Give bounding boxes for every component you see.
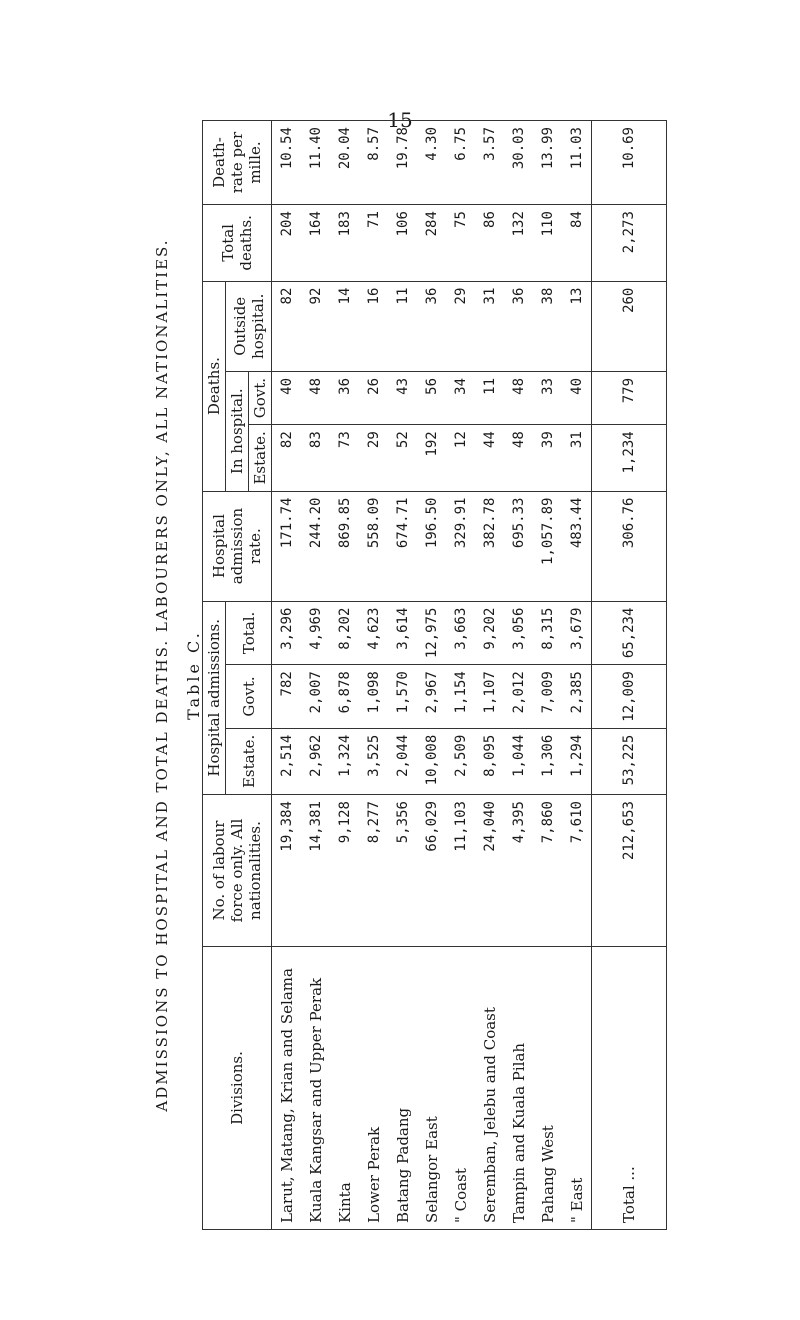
total-deaths-header: Total deaths. (203, 205, 272, 282)
table-row (562, 121, 592, 1230)
outside-deaths-cell: 82 (272, 281, 302, 371)
total-deaths-cell: 284 (417, 205, 446, 282)
death-rate-cell: 13.99 (533, 121, 562, 205)
estate-admissions-cell: 1,294 (562, 728, 592, 794)
table-row (504, 121, 533, 1230)
outside-deaths-cell: 36 (417, 281, 446, 371)
total-labour: 212,653 (592, 795, 667, 947)
govt-admissions-cell: 2,385 (562, 665, 592, 729)
outside-deaths-cell: 14 (330, 281, 359, 371)
total-deaths-cell: 164 (301, 205, 330, 282)
labour-force-cell: 66,029 (417, 795, 446, 947)
total-deaths: 2,273 (592, 205, 667, 282)
labour-force-header: No. of labour force only. All nationalities. (203, 795, 272, 947)
total-deaths-cell: 132 (504, 205, 533, 282)
outside-hospital-header: Outside hospital. (226, 281, 272, 371)
labour-force-cell: 19,384 (272, 795, 302, 947)
death-rate-cell: 20.04 (330, 121, 359, 205)
govt-admissions-cell: 1,107 (475, 665, 504, 729)
total-deaths-cell: 110 (533, 205, 562, 282)
total-admissions-cell: 9,202 (475, 601, 504, 665)
death-rate-cell: 11.03 (562, 121, 592, 205)
govt-admissions-cell: 2,967 (417, 665, 446, 729)
death-rate-cell: 8.57 (359, 121, 388, 205)
admission-rate-cell: 869.85 (330, 491, 359, 601)
estate-deaths-cell: 83 (301, 425, 330, 491)
govt-admissions-cell: 1,098 (359, 665, 388, 729)
death-rate-cell: 4.30 (417, 121, 446, 205)
estate-admissions-cell: 8,095 (475, 728, 504, 794)
table-row (272, 121, 302, 1230)
hospital-admissions-header: Hospital admissions. (203, 601, 226, 794)
total-deaths-cell: 183 (330, 205, 359, 282)
page-number: 15 (387, 108, 413, 132)
govt-deaths-cell: 56 (417, 371, 446, 424)
labour-force-cell: 4,395 (504, 795, 533, 947)
total-admissions-cell: 8,202 (330, 601, 359, 665)
outside-deaths-cell: 13 (562, 281, 592, 371)
labour-force-cell: 7,860 (533, 795, 562, 947)
table-row (301, 121, 330, 1230)
estate-admissions-cell: 1,044 (504, 728, 533, 794)
table-row (446, 121, 475, 1230)
govt-admissions-cell: 1,154 (446, 665, 475, 729)
admission-rate-cell: 171.74 (272, 491, 302, 601)
estate-deaths-cell: 192 (417, 425, 446, 491)
total-admissions-cell: 8,315 (533, 601, 562, 665)
deaths-govt-header: Govt. (249, 371, 272, 424)
estate-admissions-cell: 3,525 (359, 728, 388, 794)
estate-deaths-cell: 73 (330, 425, 359, 491)
admission-rate-cell: 244.20 (301, 491, 330, 601)
total-admissions-cell: 4,969 (301, 601, 330, 665)
total-deaths-cell: 75 (446, 205, 475, 282)
division-cell: Kuala Kangsar and Upper Perak (301, 947, 330, 1230)
govt-deaths-cell: 11 (475, 371, 504, 424)
division-cell: Tampin and Kuala Pilah (504, 947, 533, 1230)
estate-admissions-cell: 2,514 (272, 728, 302, 794)
admissions-estate-header: Estate. (226, 728, 272, 794)
deaths-estate-header: Estate. (249, 425, 272, 491)
estate-deaths-cell: 82 (272, 425, 302, 491)
govt-deaths-cell: 34 (446, 371, 475, 424)
table-label: Table C. (184, 630, 203, 720)
outside-deaths-cell: 31 (475, 281, 504, 371)
govt-deaths-cell: 36 (330, 371, 359, 424)
death-rate-cell: 3.57 (475, 121, 504, 205)
total-rate: 306.76 (592, 491, 667, 601)
labour-force-cell: 7,610 (562, 795, 592, 947)
death-rate-header: Death-rate per mille. (203, 121, 272, 205)
table-body (272, 121, 667, 1230)
labour-force-cell: 5,356 (388, 795, 417, 947)
govt-admissions-cell: 2,012 (504, 665, 533, 729)
total-deaths-cell: 106 (388, 205, 417, 282)
total-admissions-cell: 3,056 (504, 601, 533, 665)
total-estate: 53,225 (592, 728, 667, 794)
outside-deaths-cell: 38 (533, 281, 562, 371)
labour-force-cell: 24,040 (475, 795, 504, 947)
govt-admissions-cell: 2,007 (301, 665, 330, 729)
division-cell: " East (562, 947, 592, 1230)
total-deaths-govt: 779 (592, 371, 667, 424)
govt-deaths-cell: 43 (388, 371, 417, 424)
total-row (592, 121, 667, 1230)
admission-rate-cell: 558.09 (359, 491, 388, 601)
division-cell: Lower Perak (359, 947, 388, 1230)
total-admissions-cell: 3,614 (388, 601, 417, 665)
death-rate-cell: 19.78 (388, 121, 417, 205)
estate-deaths-cell: 52 (388, 425, 417, 491)
division-cell: Larut, Matang, Krian and Selama (272, 947, 302, 1230)
table-row (388, 121, 417, 1230)
division-cell: Pahang West (533, 947, 562, 1230)
estate-deaths-cell: 39 (533, 425, 562, 491)
estate-deaths-cell: 12 (446, 425, 475, 491)
admission-rate-cell: 483.44 (562, 491, 592, 601)
deaths-header: Deaths. (203, 281, 226, 491)
admissions-govt-header: Govt. (226, 665, 272, 729)
estate-admissions-cell: 2,044 (388, 728, 417, 794)
estate-deaths-cell: 48 (504, 425, 533, 491)
total-deaths-cell: 84 (562, 205, 592, 282)
labour-force-cell: 11,103 (446, 795, 475, 947)
total-admissions-cell: 3,663 (446, 601, 475, 665)
outside-deaths-cell: 36 (504, 281, 533, 371)
admission-rate-cell: 695.33 (504, 491, 533, 601)
govt-deaths-cell: 26 (359, 371, 388, 424)
estate-admissions-cell: 1,306 (533, 728, 562, 794)
outside-deaths-cell: 29 (446, 281, 475, 371)
total-admissions: 65,234 (592, 601, 667, 665)
admissions-deaths-table (202, 120, 667, 1230)
total-admissions-cell: 4,623 (359, 601, 388, 665)
rotated-table-container (150, 110, 710, 1240)
govt-deaths-cell: 48 (504, 371, 533, 424)
total-deaths-outside: 260 (592, 281, 667, 371)
govt-admissions-cell: 6,878 (330, 665, 359, 729)
table-row (417, 121, 446, 1230)
admission-rate-header: Hospital admission rate. (203, 491, 272, 601)
admission-rate-cell: 329.91 (446, 491, 475, 601)
labour-force-cell: 8,277 (359, 795, 388, 947)
total-deaths-cell: 71 (359, 205, 388, 282)
total-deaths-cell: 86 (475, 205, 504, 282)
govt-admissions-cell: 782 (272, 665, 302, 729)
outside-deaths-cell: 11 (388, 281, 417, 371)
estate-admissions-cell: 10,008 (417, 728, 446, 794)
govt-deaths-cell: 40 (562, 371, 592, 424)
division-cell: Kinta (330, 947, 359, 1230)
division-cell: Batang Padang (388, 947, 417, 1230)
death-rate-cell: 6.75 (446, 121, 475, 205)
labour-force-cell: 9,128 (330, 795, 359, 947)
estate-admissions-cell: 2,962 (301, 728, 330, 794)
table-title-block (150, 110, 202, 1240)
total-death-rate: 10.69 (592, 121, 667, 205)
govt-admissions-cell: 1,570 (388, 665, 417, 729)
admission-rate-cell: 382.78 (475, 491, 504, 601)
death-rate-cell: 11.40 (301, 121, 330, 205)
estate-deaths-cell: 29 (359, 425, 388, 491)
division-cell: " Coast (446, 947, 475, 1230)
estate-admissions-cell: 2,509 (446, 728, 475, 794)
table-row (330, 121, 359, 1230)
govt-deaths-cell: 40 (272, 371, 302, 424)
admission-rate-cell: 674.71 (388, 491, 417, 601)
estate-admissions-cell: 1,324 (330, 728, 359, 794)
death-rate-cell: 10.54 (272, 121, 302, 205)
outside-deaths-cell: 92 (301, 281, 330, 371)
table-row (533, 121, 562, 1230)
total-deaths-cell: 204 (272, 205, 302, 282)
admission-rate-cell: 196.50 (417, 491, 446, 601)
total-admissions-cell: 12,975 (417, 601, 446, 665)
total-label: Total ... (592, 947, 667, 1230)
outside-deaths-cell: 16 (359, 281, 388, 371)
division-cell: Selangor East (417, 947, 446, 1230)
table-caption: ADMISSIONS TO HOSPITAL AND TOTAL DEATHS. LABOURERS ONLY, ALL NATIONALITIES. (153, 238, 171, 1112)
admission-rate-cell: 1,057.89 (533, 491, 562, 601)
divisions-header: Divisions. (203, 947, 272, 1230)
estate-deaths-cell: 31 (562, 425, 592, 491)
division-cell: Seremban, Jelebu and Coast (475, 947, 504, 1230)
govt-admissions-cell: 7,009 (533, 665, 562, 729)
total-admissions-cell: 3,679 (562, 601, 592, 665)
table-row (359, 121, 388, 1230)
govt-deaths-cell: 48 (301, 371, 330, 424)
table-row (475, 121, 504, 1230)
govt-deaths-cell: 33 (533, 371, 562, 424)
total-admissions-cell: 3,296 (272, 601, 302, 665)
in-hospital-header: In hospital. (226, 371, 249, 491)
total-deaths-estate: 1,234 (592, 425, 667, 491)
total-govt: 12,009 (592, 665, 667, 729)
labour-force-cell: 14,381 (301, 795, 330, 947)
estate-deaths-cell: 44 (475, 425, 504, 491)
admissions-total-header: Total. (226, 601, 272, 665)
death-rate-cell: 30.03 (504, 121, 533, 205)
